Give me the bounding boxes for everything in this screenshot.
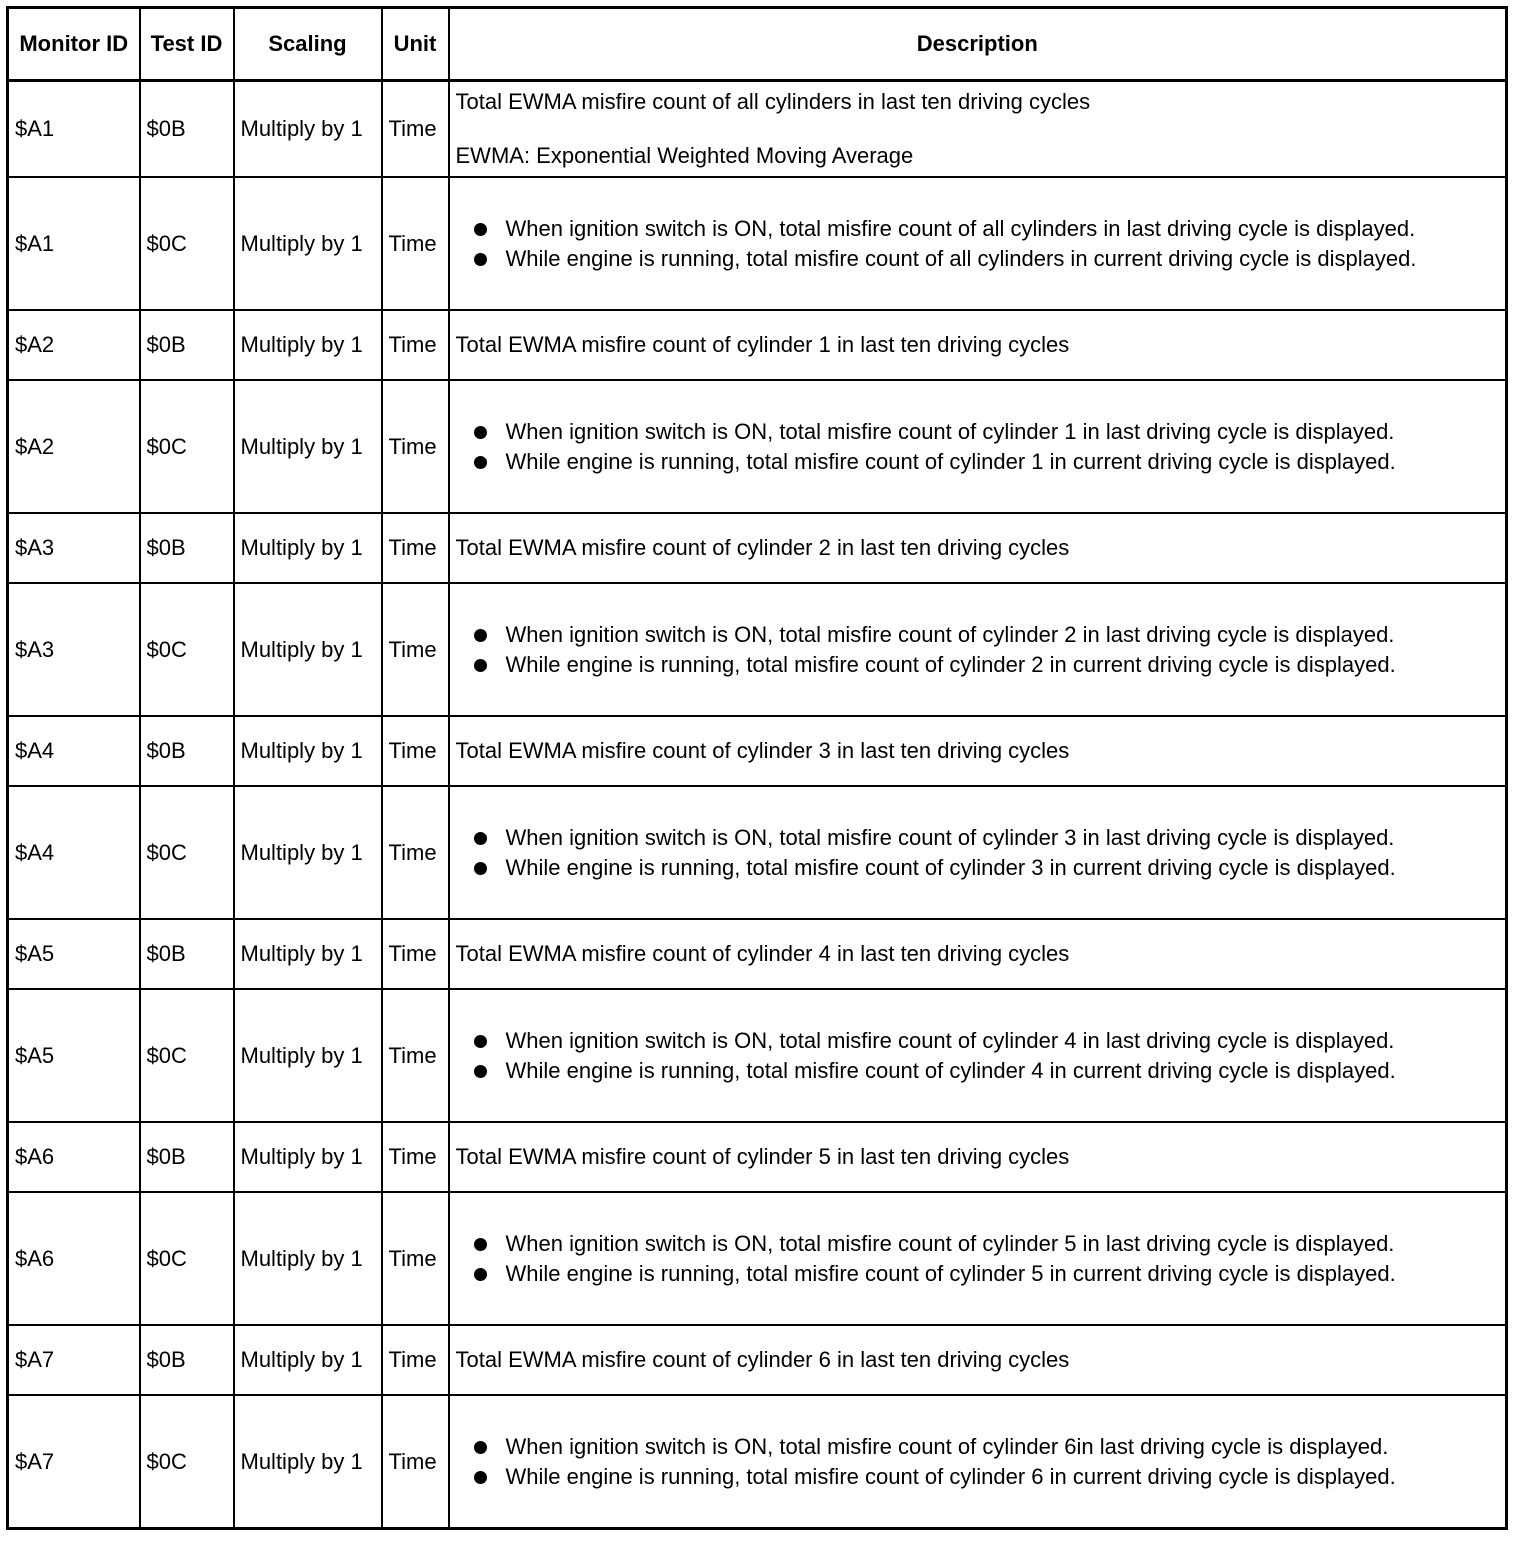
bullet-text: When ignition switch is ON, total misfire count of cylinder 3 in last driving cycle is displayed.	[505, 824, 1395, 850]
description-cell	[449, 310, 1507, 380]
description-cell	[449, 1325, 1507, 1395]
bullet-text: While engine is running, total misfire count of cylinder 4 in current driving cycle is displayed.	[505, 1057, 1396, 1083]
table-row	[8, 380, 1507, 513]
test-id-cell: $0B	[140, 1122, 234, 1192]
unit-cell: Time	[382, 81, 449, 178]
bullet-text: While engine is running, total misfire count of cylinder 2 in current driving cycle is displayed.	[505, 651, 1396, 677]
bullet-icon	[474, 659, 487, 672]
bullet-item	[456, 650, 1500, 680]
monitor-id-cell: $A1	[8, 81, 140, 178]
table-body	[8, 81, 1507, 1529]
description-text: Total EWMA misfire count of cylinder 5 in last ten driving cycles	[455, 1144, 1070, 1169]
bullet-item	[456, 417, 1500, 447]
test-id-cell: $0B	[140, 81, 234, 178]
header-monitor-id: Monitor ID	[8, 8, 140, 81]
test-id-cell: $0B	[140, 716, 234, 786]
header-unit: Unit	[382, 8, 449, 81]
test-id-cell: $0C	[140, 583, 234, 716]
bullet-icon	[474, 862, 487, 875]
bullet-item	[456, 1259, 1500, 1289]
bullet-text: When ignition switch is ON, total misfire count of cylinder 6in last driving cycle is displayed.	[505, 1433, 1389, 1459]
scaling-cell: Multiply by 1	[234, 1395, 382, 1529]
bullet-item	[456, 447, 1500, 477]
table-row	[8, 919, 1507, 989]
test-id-cell: $0B	[140, 513, 234, 583]
scaling-cell: Multiply by 1	[234, 919, 382, 989]
description-cell	[449, 786, 1507, 919]
test-id-cell: $0B	[140, 919, 234, 989]
bullet-item	[456, 1026, 1500, 1056]
test-id-cell: $0C	[140, 1395, 234, 1529]
test-id-cell: $0C	[140, 380, 234, 513]
description-text: Total EWMA misfire count of cylinder 1 in last ten driving cycles	[455, 332, 1070, 357]
table-row	[8, 583, 1507, 716]
scaling-cell: Multiply by 1	[234, 989, 382, 1122]
description-cell	[449, 513, 1507, 583]
monitor-id-cell: $A7	[8, 1395, 140, 1529]
monitor-id-cell: $A7	[8, 1325, 140, 1395]
test-id-cell: $0C	[140, 786, 234, 919]
scaling-cell: Multiply by 1	[234, 583, 382, 716]
table-row	[8, 989, 1507, 1122]
monitor-id-cell: $A4	[8, 786, 140, 919]
bullet-icon	[474, 1238, 487, 1251]
scaling-cell: Multiply by 1	[234, 380, 382, 513]
unit-cell: Time	[382, 310, 449, 380]
description-text: Total EWMA misfire count of cylinder 3 in last ten driving cycles	[455, 738, 1070, 763]
bullet-text: When ignition switch is ON, total misfire count of cylinder 2 in last driving cycle is displayed.	[505, 621, 1395, 647]
bullet-icon	[474, 1065, 487, 1078]
description-cell	[449, 380, 1507, 513]
bullet-list	[456, 1432, 1500, 1492]
monitor-id-cell: $A6	[8, 1122, 140, 1192]
scaling-cell: Multiply by 1	[234, 716, 382, 786]
test-id-cell: $0B	[140, 1325, 234, 1395]
bullet-item	[456, 1462, 1500, 1492]
bullet-text: While engine is running, total misfire count of cylinder 3 in current driving cycle is displayed.	[505, 854, 1396, 880]
bullet-icon	[474, 1471, 487, 1484]
bullet-text: When ignition switch is ON, total misfire count of all cylinders in last driving cycle is displayed.	[505, 215, 1416, 241]
description-cell	[449, 1122, 1507, 1192]
table-row	[8, 81, 1507, 178]
bullet-item	[456, 1056, 1500, 1086]
bullet-item	[456, 1432, 1500, 1462]
bullet-list	[456, 214, 1500, 274]
scaling-cell: Multiply by 1	[234, 1192, 382, 1325]
table-row	[8, 1192, 1507, 1325]
monitor-id-cell: $A4	[8, 716, 140, 786]
bullet-list	[456, 823, 1500, 883]
bullet-item	[456, 853, 1500, 883]
scaling-cell: Multiply by 1	[234, 81, 382, 178]
unit-cell: Time	[382, 716, 449, 786]
unit-cell: Time	[382, 989, 449, 1122]
bullet-icon	[474, 832, 487, 845]
header-row	[8, 8, 1507, 81]
bullet-icon	[474, 223, 487, 236]
monitor-id-cell: $A1	[8, 177, 140, 310]
bullet-text: While engine is running, total misfire count of cylinder 6 in current driving cycle is displayed.	[505, 1463, 1396, 1489]
table-row	[8, 716, 1507, 786]
scaling-cell: Multiply by 1	[234, 1122, 382, 1192]
scaling-cell: Multiply by 1	[234, 310, 382, 380]
header-test-id: Test ID	[140, 8, 234, 81]
bullet-item	[456, 823, 1500, 853]
table-row	[8, 1122, 1507, 1192]
description-cell	[449, 177, 1507, 310]
table-row	[8, 1325, 1507, 1395]
unit-cell: Time	[382, 1395, 449, 1529]
test-id-cell: $0C	[140, 1192, 234, 1325]
bullet-list	[456, 620, 1500, 680]
description-cell	[449, 1192, 1507, 1325]
description-text: Total EWMA misfire count of cylinder 4 in last ten driving cycles	[455, 941, 1070, 966]
unit-cell: Time	[382, 177, 449, 310]
bullet-text: When ignition switch is ON, total misfire count of cylinder 5 in last driving cycle is displayed.	[505, 1230, 1395, 1256]
monitor-id-cell: $A5	[8, 919, 140, 989]
monitor-id-cell: $A3	[8, 583, 140, 716]
table-row	[8, 786, 1507, 919]
description-cell	[449, 1395, 1507, 1529]
description-text: Total EWMA misfire count of cylinder 2 in last ten driving cycles	[455, 535, 1070, 560]
bullet-icon	[474, 629, 487, 642]
description-cell	[449, 716, 1507, 786]
unit-cell: Time	[382, 1192, 449, 1325]
bullet-text: While engine is running, total misfire count of all cylinders in current driving cycle is displayed.	[505, 245, 1417, 271]
description-text: Total EWMA misfire count of all cylinders in last ten driving cycles	[455, 89, 1091, 114]
scaling-cell: Multiply by 1	[234, 786, 382, 919]
description-cell	[449, 583, 1507, 716]
scaling-cell: Multiply by 1	[234, 513, 382, 583]
bullet-text: While engine is running, total misfire count of cylinder 1 in current driving cycle is displayed.	[505, 448, 1396, 474]
bullet-text: When ignition switch is ON, total misfire count of cylinder 1 in last driving cycle is displayed.	[505, 418, 1395, 444]
header-description: Description	[449, 8, 1507, 81]
monitor-id-cell: $A2	[8, 310, 140, 380]
bullet-item	[456, 1229, 1500, 1259]
bullet-icon	[474, 1441, 487, 1454]
test-id-cell: $0C	[140, 177, 234, 310]
test-id-cell: $0B	[140, 310, 234, 380]
bullet-icon	[474, 253, 487, 266]
bullet-list	[456, 417, 1500, 477]
bullet-icon	[474, 1268, 487, 1281]
bullet-icon	[474, 456, 487, 469]
monitor-id-cell: $A2	[8, 380, 140, 513]
bullet-item	[456, 244, 1500, 274]
monitor-test-table	[6, 6, 1508, 1530]
description-cell	[449, 81, 1507, 178]
monitor-id-cell: $A3	[8, 513, 140, 583]
unit-cell: Time	[382, 786, 449, 919]
table-row	[8, 513, 1507, 583]
unit-cell: Time	[382, 1122, 449, 1192]
test-id-cell: $0C	[140, 989, 234, 1122]
bullet-icon	[474, 426, 487, 439]
description-cell	[449, 919, 1507, 989]
unit-cell: Time	[382, 583, 449, 716]
unit-cell: Time	[382, 513, 449, 583]
bullet-text: While engine is running, total misfire count of cylinder 5 in current driving cycle is displayed.	[505, 1260, 1396, 1286]
bullet-item	[456, 620, 1500, 650]
bullet-list	[456, 1229, 1500, 1289]
unit-cell: Time	[382, 380, 449, 513]
header-scaling: Scaling	[234, 8, 382, 81]
description-cell	[449, 989, 1507, 1122]
unit-cell: Time	[382, 1325, 449, 1395]
monitor-id-cell: $A5	[8, 989, 140, 1122]
table-row	[8, 1395, 1507, 1529]
table-row	[8, 310, 1507, 380]
bullet-icon	[474, 1035, 487, 1048]
bullet-text: When ignition switch is ON, total misfire count of cylinder 4 in last driving cycle is displayed.	[505, 1027, 1395, 1053]
table-row	[8, 177, 1507, 310]
monitor-id-cell: $A6	[8, 1192, 140, 1325]
description-text: Total EWMA misfire count of cylinder 6 in last ten driving cycles	[455, 1347, 1070, 1372]
bullet-item	[456, 214, 1500, 244]
unit-cell: Time	[382, 919, 449, 989]
description-note: EWMA: Exponential Weighted Moving Average	[455, 143, 914, 168]
scaling-cell: Multiply by 1	[234, 1325, 382, 1395]
bullet-list	[456, 1026, 1500, 1086]
scaling-cell: Multiply by 1	[234, 177, 382, 310]
